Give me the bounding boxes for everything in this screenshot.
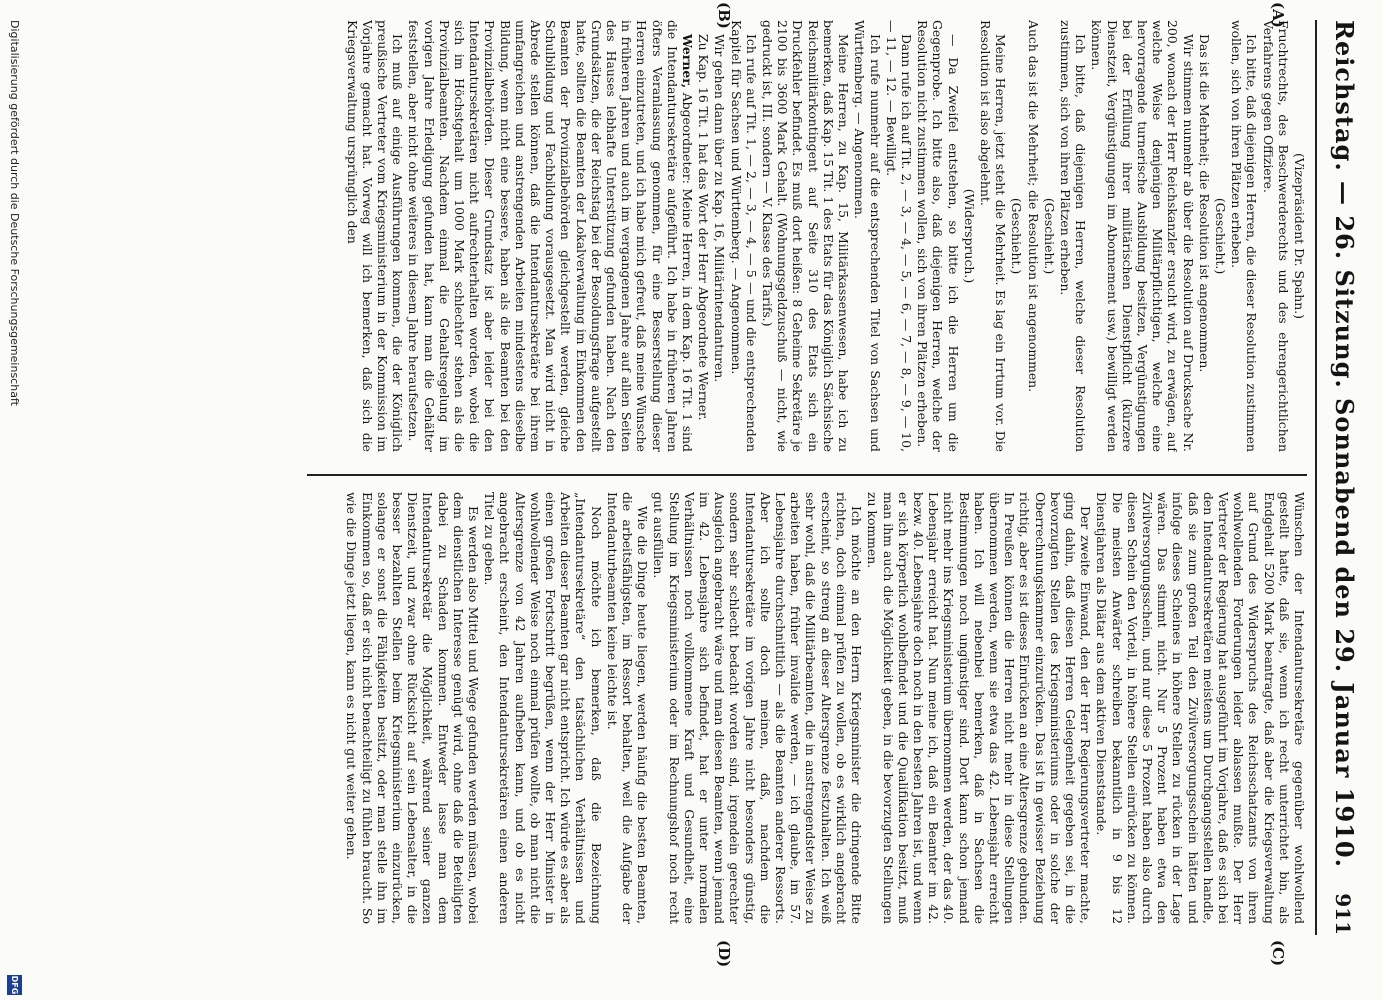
header-rule bbox=[1315, 20, 1317, 935]
paragraph: — Da Zweifel entstehen, so bitte ich die Herren um die Gegenprobe. Ich bitte also, daß diejenigen Herren, welche der Resolution nicht zustimmen wollen, sich von ihren Plätzen erheben. bbox=[915, 20, 961, 452]
margin-marker-c: (C) bbox=[1269, 940, 1287, 967]
paragraph: Wir stimmen nunmehr ab über die Resolution auf Drucksache Nr. 200, wonach der Herr Reichskanzler ersucht wird, zu erwägen, auf welche Weise denjenigen Militärpflichtigen, welche eine hervorragende turnerische Ausbildung besitzen, Vergünstigungen bei der Erfüllung ihrer militärischen Dienstpflicht (kürzere Dienstzeit, Vergünstigungen im Abonnement usw.) bewilligt werden können. bbox=[1089, 20, 1196, 452]
funding-note: Digitalisierung gefördert durch die Deutsche Forschungsgemeinschaft bbox=[8, 20, 21, 406]
paragraph: Wünschen der Intendantursekretäre gegenüber wohlwollend gestellt hatte, daß sie, wenn ich recht unterrichtet bin, als Endgehalt 5200 Mark beantragte, daß aber die Kriegsverwaltung auf Grund des Widerspruchs des Reichsschatzamts von ihren wohlwollenden Forderungen leider ablassen mußte. Der Herr Vertreter der Regierung hat ausgeführt im Vorjahre, daß es sich bei den Intendantursekretären meistens um Durchgangsstellen handle, daß sie zum großen Teil den Zivilversorgungsschein hätten und infolge dieses Scheines in höhere Stellen zu rücken in der Lage wären. Das stimmt nicht. Nur 5 Prozent haben etwa den Zivilversorgungsschein, und nur diese 5 Prozent haben also durch diesen Schein den Vorteil, in höhere Stellen einrücken zu können. Die meisten Anwärter schreiben bekanntlich in 9 bis 12 Dienstjahren als Diätar aus dem aktiven Dienststande. bbox=[1094, 492, 1307, 924]
paragraph: Ich möchte an den Herrn Kriegsminister die dringende Bitte richten, doch einmal prüfen zu wollen, ob es wirklich angebracht erscheint, so streng an dieser Altersgrenze festzuhalten. Ich weiß sehr wohl, daß die Militärbeamten, die in anstrengendster Weise zu arbeiten haben, früher invalide werden, — ich glaube, im 57. Lebensjahre durchschnittlich — als die Beamten anderer Ressorts. Aber ich sollte doch meinen, daß, nachdem die Intendantursekretäre im vorigen Jahre nicht besonders günstig, sondern sehr schlecht bedacht worden sind, irgendein gerechter Ausgleich angebracht wäre und man diesen Beamten, wenn jemand im 42. Lebensjahre sich befindet, hat er unter normalen Verhältnissen noch vollkommene Kraft und Gesundheit, eine Stellung im Kriegsministerium oder im Rechnungshof noch recht gut ausfüllen. bbox=[651, 492, 865, 924]
digitization-footer bbox=[5, 0, 21, 1000]
header-title: Reichstag. — 26. Sitzung. Sonnabend den 29. Januar 1910. bbox=[1330, 20, 1359, 868]
paragraph: Meine Herren, zu Kap. 15, Militärkassenwesen, habe ich zu bemerken, daß Kap. 15 Tit. 1 des Etats für das Königlich Sächsische Reichsmilitärkontingent auf Seite 310 des Etats sich ein Druckfehler befindet. Es muß dort heißen: 8 Geheime Sekretäre je 2100 bis 3600 Mark Gehalt. (Wohnungsgeldzuschuß — nicht, wie gedruckt ist, III. sondern — V. Klasse des Tarifs.) bbox=[760, 20, 852, 452]
presiding-note: (Vizepräsident Dr. Spahn.) bbox=[1292, 152, 1307, 320]
speaker-name: Werner, bbox=[680, 34, 696, 89]
margin-marker-d: (D) bbox=[715, 940, 733, 968]
paragraph: Ich rufe auf Tit. 1, — 2, — 3, — 4, — 5 — und die entsprechenden Kapitel für Sachsen und Württemberg. — Angenommen. bbox=[728, 20, 759, 452]
page-header bbox=[1321, 20, 1361, 935]
paragraph: Auch das ist die Mehrheit; die Resolution ist angenommen. bbox=[1025, 20, 1041, 393]
stage-direction: (Geschieht.) bbox=[1009, 197, 1025, 275]
paragraph: Es werden also Mittel und Wege gefunden werden müssen, wobei dem dienstlichen Interesse genügt wird, ohne daß die Beteiligten dabei zu Schaden kommen. Entweder lasse man dem Intendantursekretär die Möglichkeit, während seiner ganzen Dienstzeit, und zwar ohne Rücksicht auf sein Lebensalter, in die besser bezahlten Stellen beim Kriegsministerium einzurücken, solange er sonst die Fähigkeiten besitzt, oder man stelle ihn im Einkommen so, daß er sich nicht benachteiligt zu fühlen braucht. So wie die Dinge jetzt liegen, kann es nicht gut weiter gehen. bbox=[344, 492, 482, 924]
paragraph: Der zweite Einwand, den der Herr Regierungsvertreter machte, ging dahin, daß diesen Herren Gelegenheit gegeben sei, in die bevorzugten Stellen des Kriegsministeriums oder in solche der Oberrechnungskammer einzurücken. Das ist in gewisser Beziehung richtig, aber es ist dieses Einrücken an eine Altersgrenze gebunden. In Preußen können die Herren nicht mehr in diese Stellungen übernommen werden, wenn sie etwa das 42. Lebensjahr erreicht haben. Ich will nebenbei bemerken, daß in Sachsen die Bestimmungen noch ungünstiger sind. Dort kann schon jemand nicht mehr ins Kriegsministerium übernommen werden, der das 40. Lebensjahr erreicht hat. Nun meine ich, daß ein Beamter im 42. bezw. 40. Lebensjahre doch noch in den besten Jahren ist, und wenn er sich körperlich wohlbefindet und die Qualifikation besitzt, muß man ihm auch die Möglichkeit geben, in die bevorzugten Stellungen zu kommen. bbox=[865, 492, 1094, 924]
paragraph: Meine Herren, jetzt steht die Mehrheit. Es lag ein Irrtum vor. Die Resolution ist also abgelehnt. bbox=[977, 20, 1009, 452]
stage-direction: (Widerspruch.) bbox=[961, 188, 977, 284]
paragraph: Ich muß auf einige Ausführungen kommen, die der Königlich preußische Vertreter vom Kriegsministerium in der Kommission im Vorjahre gemacht hat. Vorweg will ich bemerken, daß sich die Kriegsverwaltung ursprünglich den bbox=[344, 20, 406, 452]
margin-marker-b: (B) bbox=[715, 2, 733, 29]
left-column bbox=[297, 20, 1307, 452]
paragraph: Ich bitte, daß diejenigen Herren, welche dieser Resolution zustimmen, sich von ihren Plätzen erheben. bbox=[1057, 20, 1089, 452]
paragraph: Das ist die Mehrheit; die Resolution ist angenommen. bbox=[1196, 34, 1212, 373]
paragraph: Noch möchte ich bemerken, daß die Bezeichnung „Intendantursekretäre“ den tatsächlichen Verhältnissen und Arbeiten dieser Beamten gar nicht entspricht. Ich würde es aber als einen großen Fortschritt begrüßen, wenn der Herr Minister in wohlwollender Weise noch einmal prüfen wollte, ob man nicht die Altersgrenze von 42 Jahren aufheben kann, und ob es nicht angebracht erscheint, den Intendantursekretären einen anderen Titel zu geben. bbox=[482, 492, 604, 924]
dfg-logo: DFG bbox=[7, 975, 22, 995]
page-number: 911 bbox=[1331, 893, 1355, 935]
paragraph: Zu Kap. 16 Tit. 1 hat das Wort der Herr Abgeordnete Werner. bbox=[696, 34, 712, 421]
speech-paragraph bbox=[406, 20, 695, 452]
paragraph: Fruchtrechts, des Beschwerderechts und des ehrengerichtlichen Verfahrens gegen Offiziere. bbox=[1260, 20, 1291, 452]
paragraph: Ich rufe nunmehr auf die entsprechenden Titel von Sachsen und Württemberg. — Angenommen. bbox=[852, 20, 883, 452]
paragraph: Wie die Dinge heute liegen, werden häufig die besten Beamten, die arbeitsfähigsten, im Ressort behalten, weil die Aufgabe der Intendanturbeamten keine leichte ist. bbox=[604, 492, 651, 924]
stage-direction: (Geschieht.) bbox=[1212, 197, 1228, 275]
margin-marker-a: (A) bbox=[1269, 2, 1287, 28]
paragraph: Wir gehen dann über zu Kap. 16, Militärintendanturen. bbox=[712, 34, 728, 383]
paragraph: Ich bitte, daß diejenigen Herren, die dieser Resolution zustimmen wollen, sich von ihren Plätzen erheben. bbox=[1229, 20, 1260, 452]
paragraph: Dann rufe ich auf Tit. 2, — 3, — 4, — 5, — 6, — 7, — 8, — 9, — 10, — 11, — 12. — Bewilligt. bbox=[883, 20, 914, 452]
speech-text: Abgeordneter: Meine Herren, in dem Kap. 16 Tit. 1 sind die Intendantursekretäre aufgeführt. Ich habe in früheren Jahren öfters Veranlassung genommen, für eine Besserstellung dieser Herren einzutreten, und ich habe mich gefreut, daß meine Wünsche in früheren Jahren und auch im vergangenen Jahre auf allen Seiten des Hauses lebhafte Unterstützung gefunden haben. Nach den Grundsätzen, die der Reichstag bei der Besoldungsfrage aufgestellt hatte, sollten die Beamten der Lokalverwaltung im Einkommen den Beamten der Provinzialbehörden gleichgestellt werden, gleiche Schulbildung und Fachbildung vorausgesetzt. Man wird nicht in Abrede stellen können, daß die Intendantursekretäre bei ihrem umfangreichen und anstrengenden Arbeiten mindestens dieselbe Bildung, wenn nicht eine bessere, haben als die Beamten bei den Provinzialbehörden. Dieser Grundsatz ist aber leider bei den Intendantursekretären nicht aufrechterhalten worden, wobei die sich im Höchstgehalt um 1000 Mark schlechter stehen als die Provinzialbeamten. Nachdem einmal die Gehaltsregelung im vorigen Jahre Erledigung gefunden hat, kann man die Gehälter feststellen, aber nicht ohne weiteres in diesem Jahre heraufsetzen. bbox=[406, 20, 696, 452]
stage-direction: (Geschieht.) bbox=[1041, 197, 1057, 275]
column-divider bbox=[307, 474, 1307, 476]
right-column bbox=[297, 492, 1307, 924]
